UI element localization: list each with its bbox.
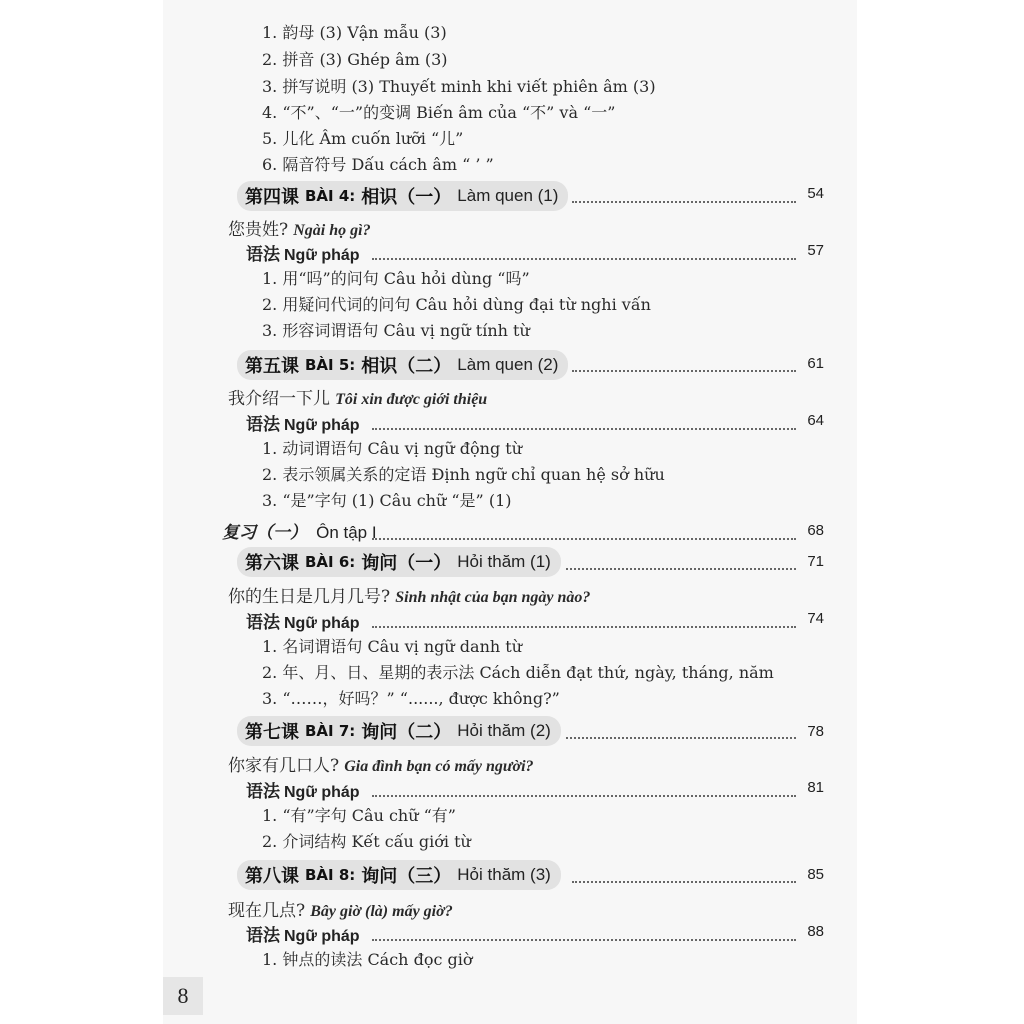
page-number: 68 — [807, 522, 824, 539]
lesson-subtitle — [228, 582, 590, 607]
grammar-heading — [246, 410, 360, 435]
page-number: 88 — [807, 923, 824, 940]
dot-leader — [566, 737, 796, 739]
grammar-heading — [246, 240, 360, 265]
list-item: 1. 名词谓语句 Câu vị ngữ danh từ — [262, 637, 523, 656]
list-item: 6. 隔音符号 Dấu cách âm “ ’ ” — [262, 155, 494, 174]
dot-leader — [372, 428, 796, 430]
list-item: 4. “不”、“一”的变调 Biến âm của “不” và “一” — [262, 103, 616, 122]
list-item: 1. “有”字句 Câu chữ “有” — [262, 806, 456, 825]
page-number: 81 — [807, 779, 824, 796]
dot-leader — [372, 939, 796, 941]
lesson-title-vi: Hỏi thăm (3) — [457, 865, 551, 884]
dot-leader — [372, 258, 796, 260]
lesson-number-zh: 第六课 — [245, 553, 299, 574]
lesson-title-zh: 相识（一） — [361, 187, 452, 208]
page-number: 74 — [807, 610, 824, 627]
lesson-subtitle — [228, 384, 487, 409]
lesson-subtitle — [228, 215, 371, 240]
lesson-heading — [237, 350, 568, 380]
list-item: 3. 形容词谓语句 Câu vị ngữ tính từ — [262, 321, 530, 340]
dot-leader — [572, 370, 796, 372]
grammar-vi: Ngữ pháp — [284, 615, 360, 632]
list-item: 3. “……，好吗？” “......, được không?” — [262, 689, 560, 708]
list-item: 5. 儿化 Âm cuốn lưỡi “儿” — [262, 129, 464, 148]
page-number: 57 — [807, 242, 824, 259]
folio-page-number: 8 — [163, 977, 203, 1015]
grammar-vi: Ngữ pháp — [284, 417, 360, 434]
lesson-title-zh: 相识（二） — [361, 356, 452, 377]
lesson-number-zh: 第五课 — [245, 356, 299, 377]
lesson-heading — [237, 547, 561, 577]
grammar-zh: 语法 — [246, 245, 280, 265]
grammar-vi: Ngữ pháp — [284, 247, 360, 264]
lesson-subtitle — [228, 896, 453, 921]
list-item: 1. 钟点的读法 Cách đọc giờ — [262, 950, 473, 969]
lesson-title-zh: 询问（三） — [361, 866, 452, 887]
lesson-number-vi: BÀI 5: — [305, 356, 356, 374]
review-vi: Ôn tập I — [316, 523, 377, 542]
page-number: 85 — [807, 866, 824, 883]
list-item: 2. 年、月、日、星期的表示法 Cách diễn đạt thứ, ngày, tháng, năm — [262, 663, 774, 682]
subtitle-vi: Gia đình bạn có mấy người? — [344, 758, 534, 775]
list-item: 2. 用疑问代词的问句 Câu hỏi dùng đại từ nghi vấn — [262, 295, 651, 314]
page-number: 64 — [807, 412, 824, 429]
lesson-number-vi: BÀI 4: — [305, 187, 356, 205]
lesson-number-vi: BÀI 6: — [305, 553, 356, 571]
list-item: 1. 用“吗”的问句 Câu hỏi dùng “吗” — [262, 269, 530, 288]
subtitle-zh: 你家有几口人? — [228, 756, 340, 776]
lesson-heading — [237, 860, 561, 890]
subtitle-zh: 你的生日是几月几号? — [228, 587, 391, 607]
page-number: 54 — [807, 185, 824, 202]
lesson-number-vi: BÀI 8: — [305, 866, 356, 884]
lesson-number-vi: BÀI 7: — [305, 722, 356, 740]
lesson-title-vi: Làm quen (1) — [457, 186, 559, 205]
grammar-heading — [246, 608, 360, 633]
dot-leader — [372, 626, 796, 628]
lesson-number-zh: 第四课 — [245, 187, 299, 208]
grammar-heading — [246, 921, 360, 946]
lesson-title-zh: 询问（一） — [361, 553, 452, 574]
grammar-vi: Ngữ pháp — [284, 928, 360, 945]
lesson-title-vi: Làm quen (2) — [457, 355, 559, 374]
review-heading — [222, 518, 377, 543]
page-number: 61 — [807, 355, 824, 372]
list-item: 2. 拼音 (3) Ghép âm (3) — [262, 50, 448, 69]
list-item: 2. 表示领属关系的定语 Định ngữ chỉ quan hệ sở hữu — [262, 465, 665, 484]
dot-leader — [572, 201, 796, 203]
lesson-title-zh: 询问（二） — [361, 722, 452, 743]
lesson-title-vi: Hỏi thăm (1) — [457, 552, 551, 571]
list-item: 1. 动词谓语句 Câu vị ngữ động từ — [262, 439, 523, 458]
review-zh: 复习（一） — [222, 523, 307, 543]
subtitle-vi: Tôi xin được giới thiệu — [335, 391, 488, 408]
subtitle-vi: Sinh nhật của bạn ngày nào? — [395, 589, 591, 606]
subtitle-zh: 现在几点? — [228, 901, 306, 921]
grammar-zh: 语法 — [246, 926, 280, 946]
subtitle-vi: Ngài họ gì? — [293, 222, 371, 239]
dot-leader — [372, 538, 796, 540]
lesson-title-vi: Hỏi thăm (2) — [457, 721, 551, 740]
list-item: 3. 拼写说明 (3) Thuyết minh khi viết phiên âm (3) — [262, 77, 656, 96]
grammar-heading — [246, 777, 360, 802]
grammar-zh: 语法 — [246, 613, 280, 633]
dot-leader — [566, 568, 796, 570]
subtitle-zh: 您贵姓? — [228, 220, 289, 240]
grammar-zh: 语法 — [246, 782, 280, 802]
lesson-heading — [237, 716, 561, 746]
lesson-heading — [237, 181, 568, 211]
dot-leader — [572, 881, 796, 883]
list-item: 1. 韵母 (3) Vận mẫu (3) — [262, 23, 447, 42]
grammar-zh: 语法 — [246, 415, 280, 435]
page-number: 71 — [807, 553, 824, 570]
lesson-number-zh: 第七课 — [245, 722, 299, 743]
lesson-subtitle — [228, 751, 534, 776]
subtitle-vi: Bây giờ (là) mấy giờ? — [310, 903, 453, 920]
grammar-vi: Ngữ pháp — [284, 784, 360, 801]
list-item: 3. “是”字句 (1) Câu chữ “是” (1) — [262, 491, 512, 510]
page-number: 78 — [807, 723, 824, 740]
list-item: 2. 介词结构 Kết cấu giới từ — [262, 832, 471, 851]
lesson-number-zh: 第八课 — [245, 866, 299, 887]
subtitle-zh: 我介绍一下儿 — [228, 389, 330, 409]
dot-leader — [372, 795, 796, 797]
